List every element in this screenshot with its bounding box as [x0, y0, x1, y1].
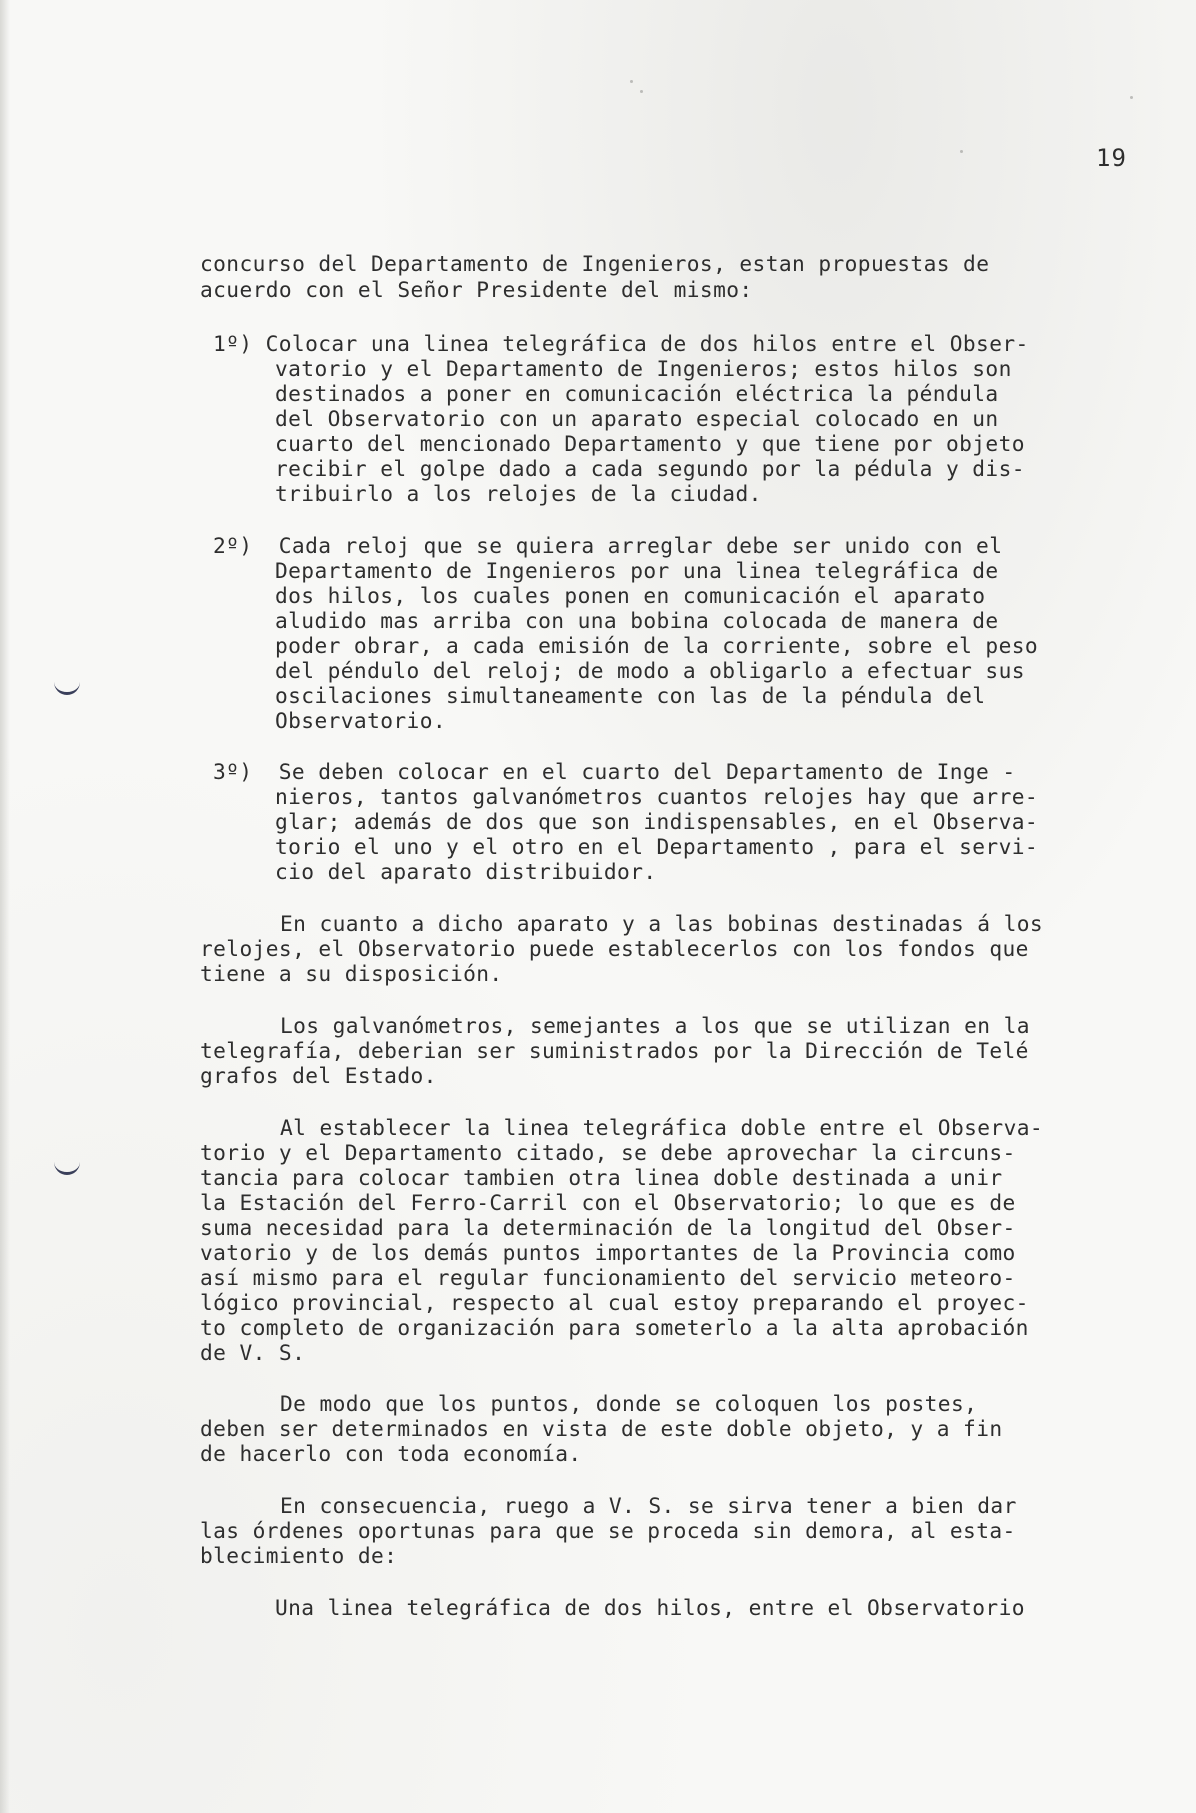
text-line: poder obrar, a cada emisión de la corriente, sobre el peso	[275, 633, 1039, 658]
text-line: tribuirlo a los relojes de la ciudad.	[275, 481, 762, 506]
text-line: En cuanto a dicho aparato y a las bobinas destinadas á los	[280, 911, 1044, 936]
text-line: Observatorio.	[275, 708, 447, 733]
text-line: torio y el Departamento citado, se debe aprovechar la circuns-	[200, 1140, 1016, 1165]
text-line: telegrafía, deberian ser suministrados por la Dirección de Telé	[200, 1038, 1029, 1063]
text-line: vatorio y de los demás puntos importantes de la Provincia como	[200, 1240, 1016, 1265]
page-number: 19	[1096, 144, 1127, 172]
paper-speck	[630, 80, 633, 83]
text-line: aludido mas arriba con una bobina colocada de manera de	[275, 608, 999, 633]
text-line: to completo de organización para someterlo a la alta aprobación	[200, 1315, 1029, 1340]
text-line: deben ser determinados en vista de este doble objeto, y a fin	[200, 1416, 1003, 1441]
text-line: cuarto del mencionado Departamento y que tiene por objeto	[275, 431, 1025, 456]
text-line: suma necesidad para la determinación de la longitud del Obser-	[200, 1215, 1016, 1240]
text-line: 1º) Colocar una linea telegráfica de dos hilos entre el Obser-	[213, 331, 1029, 356]
text-line: En consecuencia, ruego a V. S. se sirva tener a bien dar	[280, 1493, 1017, 1518]
text-line: de hacerlo con toda economía.	[200, 1441, 582, 1466]
text-line: destinados a poner en comunicación eléctrica la péndula	[275, 381, 999, 406]
text-line: Departamento de Ingenieros por una linea telegráfica de	[275, 558, 999, 583]
text-line: oscilaciones simultaneamente con las de la péndula del	[275, 683, 986, 708]
text-line: de V. S.	[200, 1340, 306, 1365]
text-line: acuerdo con el Señor Presidente del mismo:	[200, 277, 753, 302]
page-edge-shadow	[0, 0, 10, 1813]
text-line: las órdenes oportunas para que se proceda sin demora, al esta-	[200, 1518, 1016, 1543]
text-line: dos hilos, los cuales ponen en comunicación el aparato	[275, 583, 986, 608]
text-line: 3º) Se deben colocar en el cuarto del Departamento de Inge -	[213, 759, 1016, 784]
text-line: nieros, tantos galvanómetros cuantos relojes hay que arre-	[275, 784, 1039, 809]
text-line: De modo que los puntos, donde se coloquen los postes,	[280, 1391, 978, 1416]
text-line: tiene a su disposición.	[200, 961, 503, 986]
text-line: Al establecer la linea telegráfica doble entre el Observa-	[280, 1115, 1044, 1140]
text-line: del Observatorio con un aparato especial colocado en un	[275, 406, 999, 431]
text-line: 2º) Cada reloj que se quiera arreglar debe ser unido con el	[213, 533, 1003, 558]
text-line: relojes, el Observatorio puede establecerlos con los fondos que	[200, 936, 1029, 961]
text-line: del péndulo del reloj; de modo a obligarlo a efectuar sus	[275, 658, 1025, 683]
text-line: concurso del Departamento de Ingenieros, estan propuestas de	[200, 251, 990, 276]
text-line: blecimiento de:	[200, 1543, 398, 1568]
paper-speck	[960, 150, 963, 153]
text-line: la Estación del Ferro-Carril con el Observatorio; lo que es de	[200, 1190, 1016, 1215]
text-line: vatorio y el Departamento de Ingenieros; estos hilos son	[275, 356, 1012, 381]
text-line: torio el uno y el otro en el Departamento , para el servi-	[275, 834, 1039, 859]
text-line: Los galvanómetros, semejantes a los que se utilizan en la	[280, 1013, 1030, 1038]
text-line: grafos del Estado.	[200, 1063, 437, 1088]
punch-hole-mark-lower	[54, 1160, 80, 1175]
paper-speck	[640, 90, 643, 93]
text-line: cio del aparato distribuidor.	[275, 859, 657, 884]
text-line: así mismo para el regular funcionamiento del servicio meteoro-	[200, 1265, 1016, 1290]
text-line: Una linea telegráfica de dos hilos, entre el Observatorio	[275, 1595, 1025, 1620]
text-line: tancia para colocar tambien otra linea doble destinada a unir	[200, 1165, 1003, 1190]
text-line: glar; además de dos que son indispensables, en el Observa-	[275, 809, 1039, 834]
text-line: recibir el golpe dado a cada segundo por la pédula y dis-	[275, 456, 1025, 481]
text-line: lógico provincial, respecto al cual estoy preparando el proyec-	[200, 1290, 1029, 1315]
punch-hole-mark-upper	[54, 680, 80, 695]
paper-speck	[1130, 96, 1133, 99]
